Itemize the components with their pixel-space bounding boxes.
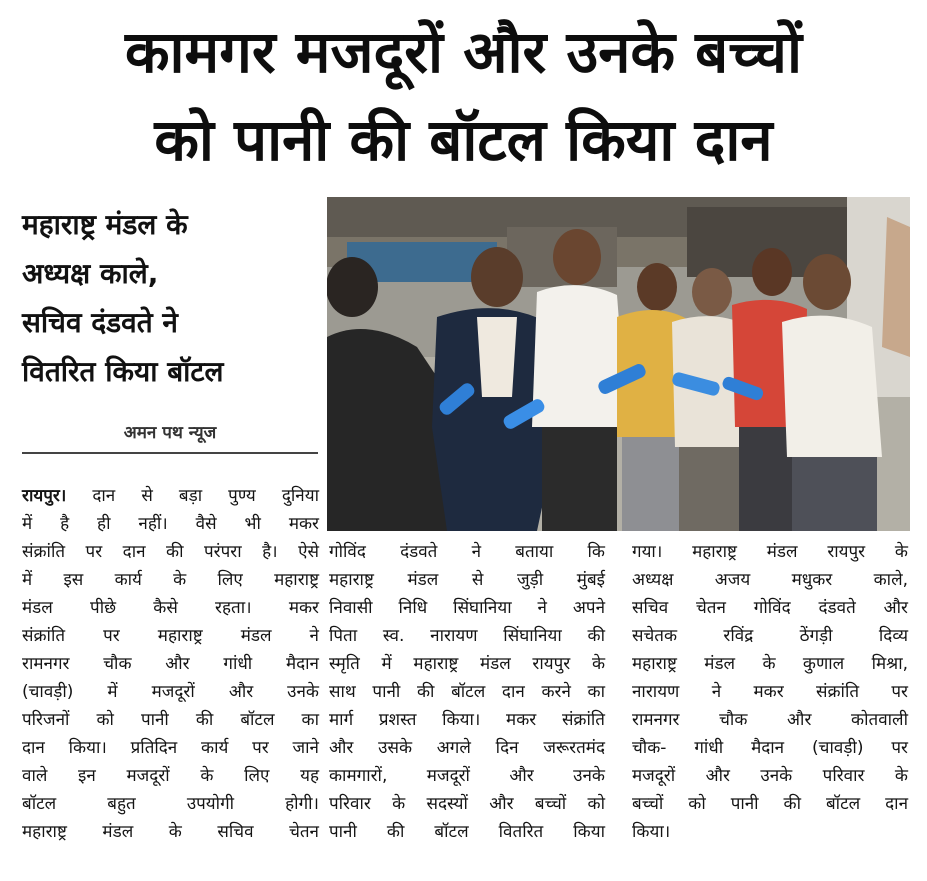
subheadline-line: महाराष्ट्र मंडल के — [22, 208, 188, 241]
article-line: सचेतक रविंद्र ठेंगड़ी दिव्य — [632, 626, 908, 646]
article-line: मजदूरों और उनके परिवार के — [632, 766, 908, 786]
article-line: (चावड़ी) में मजदूरों और उनके — [22, 682, 319, 702]
article-line: रामनगर चौक और कोतवाली — [632, 710, 908, 730]
article-line: महाराष्ट्र मंडल के सचिव चेतन — [22, 822, 319, 842]
article-line: रामनगर चौक और गांधी मैदान — [22, 654, 319, 674]
subheadline-line: अध्यक्ष काले, — [22, 257, 159, 290]
article-line: महाराष्ट्र मंडल के कुणाल मिश्रा, — [632, 654, 908, 674]
article-line: दान किया। प्रतिदिन कार्य पर जाने — [22, 738, 319, 758]
news-photo — [327, 197, 910, 531]
article-line: परिजनों को पानी की बॉटल का — [22, 710, 319, 730]
article-line: मार्ग प्रशस्त किया। मकर संक्रांति — [329, 710, 605, 730]
article-line: साथ पानी की बॉटल दान करने का — [329, 682, 605, 702]
article-line: में इस कार्य के लिए महाराष्ट्र — [22, 570, 319, 590]
article-line: परिवार के सदस्यों और बच्चों को — [329, 794, 605, 814]
article-line: स्मृति में महाराष्ट्र मंडल रायपुर के — [329, 654, 605, 674]
headline-line-1: कामगर मजदूरों और उनके बच्चों — [124, 18, 803, 86]
article-text: दान से बड़ा पुण्य दुनिया — [66, 486, 319, 506]
article-line: मंडल पीछे कैसे रहता। मकर — [22, 598, 319, 618]
article-line: वाले इन मजदूरों के लिए यह — [22, 766, 319, 786]
article-line: किया। — [632, 822, 671, 842]
article-line: पिता स्व. नारायण सिंघानिया की — [329, 626, 605, 646]
article-line: संक्रांति पर महाराष्ट्र मंडल ने — [22, 626, 319, 646]
article-line: और उसके अगले दिन जरूरतमंद — [329, 738, 605, 758]
article-line: में है ही नहीं। वैसे भी मकर — [22, 514, 319, 534]
article-line: अध्यक्ष अजय मधुकर काले, — [632, 570, 908, 590]
article-line: कामगारों, मजदूरों और उनके — [329, 766, 605, 786]
subheadline-line: वितरित किया बॉटल — [22, 355, 224, 388]
article-line: नारायण ने मकर संक्रांति पर — [632, 682, 908, 702]
subheadline-line: सचिव दंडवते ने — [22, 306, 178, 339]
article-line: संक्रांति पर दान की परंपरा है। ऐसे — [22, 542, 319, 562]
article-line: पानी की बॉटल वितरित किया — [329, 822, 605, 842]
article-line — [22, 482, 319, 510]
article-line: महाराष्ट्र मंडल से जुड़ी मुंबई — [329, 570, 605, 590]
article-line: चौक- गांधी मैदान (चावड़ी) पर — [632, 738, 908, 758]
article-line: बॉटल बहुत उपयोगी होगी। — [22, 794, 319, 814]
article-line: बच्चों को पानी की बॉटल दान — [632, 794, 908, 814]
article-line: गया। महाराष्ट्र मंडल रायपुर के — [632, 542, 908, 562]
article-line: गोविंद दंडवते ने बताया कि — [329, 542, 605, 562]
dateline: रायपुर। — [22, 486, 67, 506]
article-line: सचिव चेतन गोविंद दंडवते और — [632, 598, 908, 618]
byline: अमन पथ न्यूज — [123, 423, 217, 443]
headline-line-2: को पानी की बॉटल किया दान — [154, 106, 773, 174]
article-line: निवासी निधि सिंघानिया ने अपने — [329, 598, 605, 618]
byline-divider — [22, 452, 318, 454]
